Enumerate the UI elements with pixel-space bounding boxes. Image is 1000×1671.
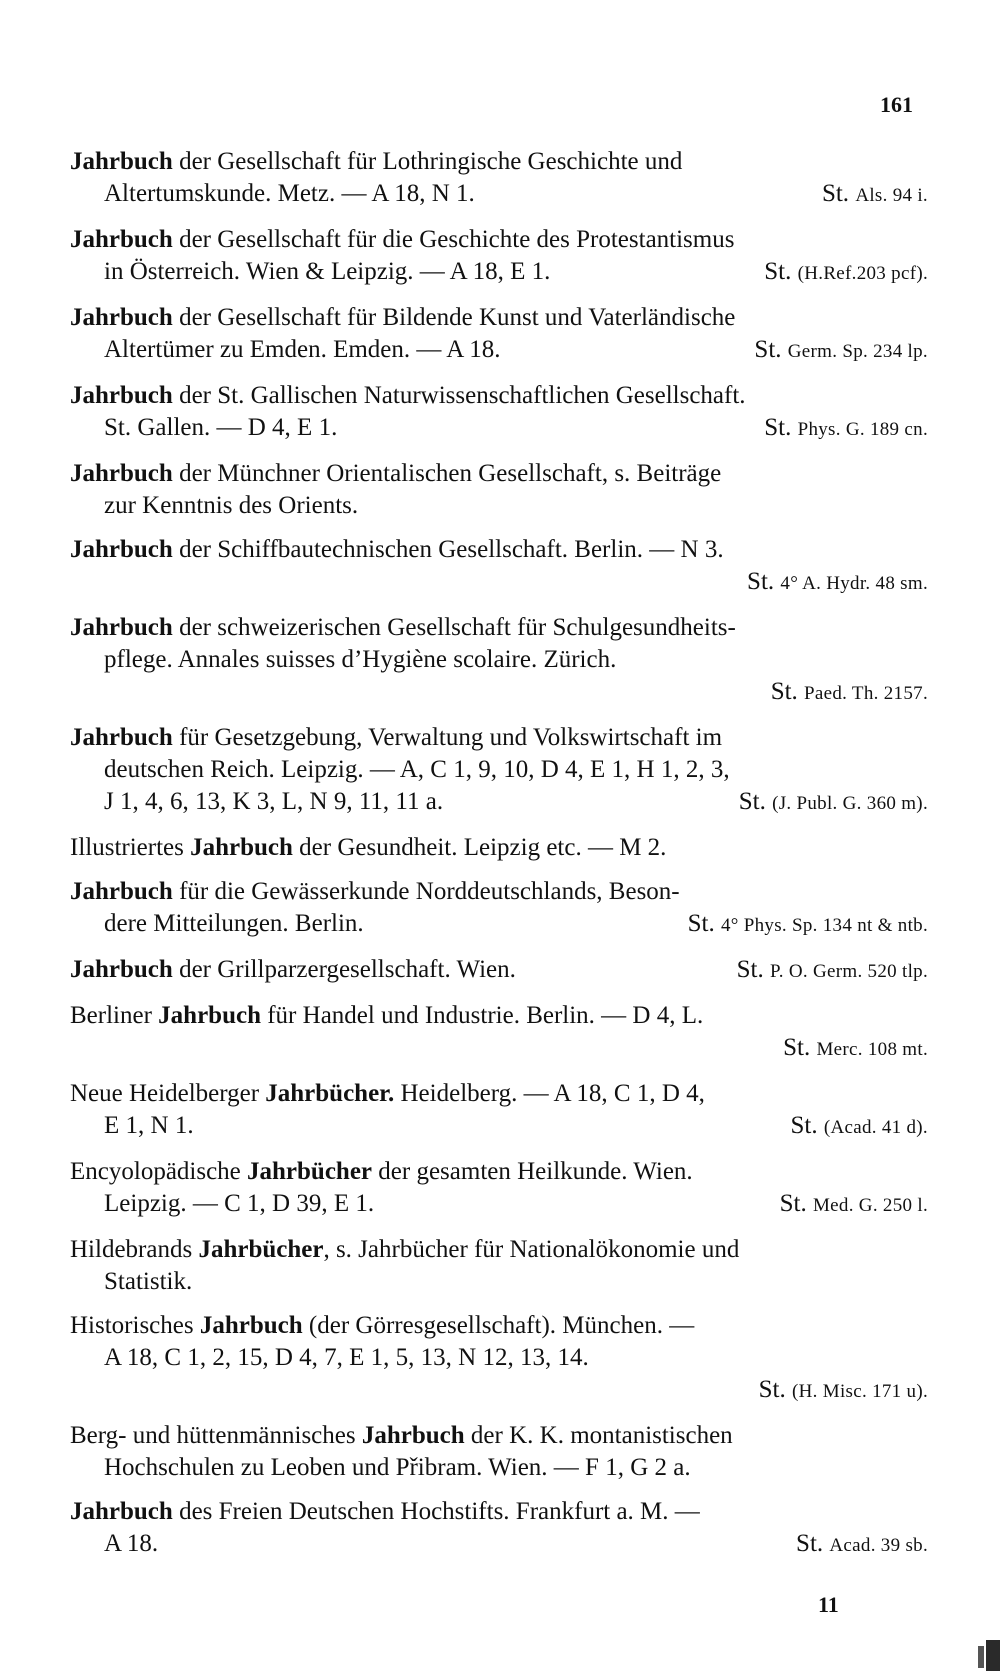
shelfmark bbox=[783, 1034, 928, 1061]
shelfmark-code: Paed. Th. 2157. bbox=[804, 683, 928, 704]
entry-text bbox=[70, 304, 735, 331]
shelfmark bbox=[737, 954, 928, 988]
text-segment: der Gesellschaft für Bildende Kunst und Vaterländische bbox=[172, 304, 736, 331]
text-segment: St. Gallen. — D 4, E 1. bbox=[104, 414, 338, 441]
text-segment: pflege. Annales suisses d’Hygiène scolaire. Zürich. bbox=[104, 646, 617, 673]
entry-line bbox=[70, 566, 928, 600]
shelfmark-prefix: St. bbox=[796, 1530, 824, 1557]
catalog-entry bbox=[70, 458, 928, 522]
shelfmark-code: Acad. 39 sb. bbox=[829, 1535, 928, 1556]
text-segment: Illustriertes bbox=[70, 834, 191, 861]
entry-text bbox=[70, 1002, 703, 1029]
shelfmark bbox=[790, 1110, 928, 1144]
shelfmark bbox=[759, 1376, 928, 1403]
text-segment: der K. K. montanistischen bbox=[464, 1422, 733, 1449]
scan-edge-artifact bbox=[920, 1640, 1000, 1671]
shelfmark bbox=[747, 568, 928, 595]
entry-line bbox=[70, 908, 928, 942]
shelfmark-prefix: St. bbox=[790, 1112, 818, 1139]
text-segment: für die Gewässerkunde Norddeutschlands, Beson- bbox=[172, 878, 680, 905]
text-segment: der gesamten Heilkunde. Wien. bbox=[372, 1158, 693, 1185]
shelfmark-code: Germ. Sp. 234 lp. bbox=[787, 341, 928, 362]
text-segment: Encyolopädische bbox=[70, 1158, 248, 1185]
keyword: Jahrbuch bbox=[70, 724, 173, 751]
entry-text bbox=[70, 1422, 733, 1449]
entry-line bbox=[70, 832, 928, 864]
entry-line bbox=[70, 1156, 928, 1188]
entry-line bbox=[70, 1266, 928, 1298]
entry-line bbox=[70, 534, 928, 566]
keyword: Jahrbuch bbox=[70, 536, 173, 563]
entry-line bbox=[70, 256, 928, 290]
entry-line bbox=[70, 178, 928, 212]
text-segment: des Freien Deutschen Hochstifts. Frankfurt a. M. — bbox=[172, 1498, 700, 1525]
shelfmark-code: (H.Ref.203 pcf). bbox=[797, 263, 928, 284]
entry-text bbox=[104, 1528, 158, 1560]
entry-line bbox=[70, 1528, 928, 1562]
shelfmark bbox=[780, 1188, 928, 1222]
shelfmark-prefix: St. bbox=[783, 1034, 811, 1061]
entry-text bbox=[104, 1188, 374, 1220]
entry-line bbox=[70, 754, 928, 786]
text-segment: der St. Gallischen Naturwissenschaftlichen Gesellschaft. bbox=[172, 382, 746, 409]
shelfmark-prefix: St. bbox=[687, 910, 715, 937]
text-segment: A 18, C 1, 2, 15, D 4, 7, E 1, 5, 13, N 12, 13, 14. bbox=[104, 1344, 589, 1371]
entry-text bbox=[70, 536, 724, 563]
keyword: Jahrbuch bbox=[70, 460, 173, 487]
entry-line bbox=[70, 1420, 928, 1452]
shelfmark-code: Merc. 108 mt. bbox=[816, 1039, 928, 1060]
shelfmark-prefix: St. bbox=[738, 788, 766, 815]
catalog-entry bbox=[70, 954, 928, 988]
keyword: Jahrbuch bbox=[158, 1002, 261, 1029]
entry-text bbox=[70, 382, 746, 409]
text-segment: der Gesellschaft für die Geschichte des Protestantismus bbox=[172, 226, 735, 253]
entry-line bbox=[70, 490, 928, 522]
entry-text bbox=[70, 614, 736, 641]
keyword: Jahrbuch bbox=[70, 956, 173, 983]
text-segment: Neue Heidelberger bbox=[70, 1080, 266, 1107]
text-segment: der Schiffbautechnischen Gesellschaft. Berlin. — N 3. bbox=[172, 536, 724, 563]
text-segment: A 18. bbox=[104, 1530, 159, 1557]
shelfmark-code: (H. Misc. 171 u). bbox=[792, 1381, 928, 1402]
keyword: Jahrbuch bbox=[70, 614, 173, 641]
entry-line bbox=[70, 1496, 928, 1528]
entry-line bbox=[70, 1342, 928, 1374]
entry-line bbox=[70, 1234, 928, 1266]
entry-text bbox=[70, 1312, 694, 1339]
catalog-entry bbox=[70, 1078, 928, 1144]
entry-text bbox=[70, 1236, 739, 1263]
entry-text bbox=[70, 1080, 705, 1107]
keyword: Jahrbuch bbox=[361, 1422, 465, 1449]
entry-text bbox=[104, 1344, 589, 1371]
entry-text bbox=[104, 1110, 194, 1142]
text-segment: zur Kenntnis des Orients. bbox=[104, 492, 359, 519]
shelfmark-prefix: St. bbox=[764, 414, 792, 441]
shelfmark bbox=[688, 908, 928, 942]
entry-line bbox=[70, 1032, 928, 1066]
text-segment: der Gesundheit. Leipzig etc. — M 2. bbox=[292, 834, 667, 861]
entry-text bbox=[70, 148, 682, 175]
entry-text bbox=[70, 724, 722, 751]
text-segment: (der Görresgesellschaft). München. — bbox=[302, 1312, 695, 1339]
text-segment: dere Mitteilungen. Berlin. bbox=[104, 910, 364, 937]
catalog-entry bbox=[70, 1234, 928, 1298]
entry-text bbox=[104, 1268, 192, 1295]
text-segment: Leipzig. — C 1, D 39, E 1. bbox=[104, 1190, 375, 1217]
shelfmark-prefix: St. bbox=[779, 1190, 807, 1217]
catalog-entry bbox=[70, 1496, 928, 1562]
catalog-entry bbox=[70, 832, 928, 864]
entry-line bbox=[70, 334, 928, 368]
shelfmark-code: Als. 94 i. bbox=[855, 185, 928, 206]
text-segment: Historisches bbox=[70, 1312, 200, 1339]
text-segment: Heidelberg. — A 18, C 1, D 4, bbox=[394, 1080, 705, 1107]
shelfmark bbox=[764, 412, 928, 446]
text-segment: Altertümer zu Emden. Emden. — A 18. bbox=[104, 336, 501, 363]
shelfmark bbox=[796, 1528, 928, 1562]
shelfmark-prefix: St. bbox=[770, 678, 798, 705]
text-segment: Statistik. bbox=[104, 1268, 193, 1295]
shelfmark-prefix: St. bbox=[754, 336, 782, 363]
entry-text bbox=[70, 460, 721, 487]
catalog-entry bbox=[70, 1310, 928, 1408]
entry-line bbox=[70, 1110, 928, 1144]
text-segment: J 1, 4, 6, 13, K 3, L, N 9, 11, 11 a. bbox=[104, 788, 444, 815]
entry-line bbox=[70, 676, 928, 710]
entry-line bbox=[70, 612, 928, 644]
entry-line bbox=[70, 146, 928, 178]
entry-text bbox=[104, 178, 475, 210]
catalog-entry bbox=[70, 1420, 928, 1484]
entry-line bbox=[70, 380, 928, 412]
signature-mark: 11 bbox=[818, 1592, 839, 1617]
catalog-entry bbox=[70, 380, 928, 446]
shelfmark-code: Phys. G. 189 cn. bbox=[797, 419, 928, 440]
text-segment: der Münchner Orientalischen Gesellschaft, s. Beiträge bbox=[172, 460, 722, 487]
entry-line bbox=[70, 1452, 928, 1484]
text-segment: der Gesellschaft für Lothringische Geschichte und bbox=[172, 148, 683, 175]
keyword: Jahrbücher bbox=[247, 1158, 373, 1185]
text-segment: in Österreich. Wien & Leipzig. — A 18, E 1. bbox=[104, 258, 551, 285]
catalog-entry bbox=[70, 302, 928, 368]
entry-text bbox=[70, 1498, 700, 1525]
keyword: Jahrbuch bbox=[70, 304, 173, 331]
entry-text bbox=[104, 646, 616, 673]
catalog-entry bbox=[70, 612, 928, 710]
text-segment: Hildebrands bbox=[70, 1236, 199, 1263]
keyword: Jahrbuch bbox=[190, 834, 293, 861]
catalog-entry bbox=[70, 534, 928, 600]
text-segment: der Grillparzergesellschaft. Wien. bbox=[172, 956, 516, 983]
entry-text bbox=[70, 226, 734, 253]
shelfmark-code: (Acad. 41 d). bbox=[823, 1117, 928, 1138]
keyword: Jahrbuch bbox=[70, 226, 173, 253]
entry-line bbox=[70, 1310, 928, 1342]
text-segment: Altertumskunde. Metz. — A 18, N 1. bbox=[104, 180, 475, 207]
entry-text bbox=[104, 492, 358, 519]
entry-line bbox=[70, 1000, 928, 1032]
text-segment: Berliner bbox=[70, 1002, 159, 1029]
catalog-entry bbox=[70, 876, 928, 942]
keyword: Jahrbuch bbox=[199, 1312, 303, 1339]
text-segment: Hochschulen zu Leoben und Přibram. Wien. — F 1, G 2 a. bbox=[104, 1454, 691, 1481]
text-segment: für Handel und Industrie. Berlin. — D 4, L. bbox=[260, 1002, 704, 1029]
entry-line bbox=[70, 458, 928, 490]
shelfmark-prefix: St. bbox=[758, 1376, 786, 1403]
entry-text bbox=[104, 786, 443, 818]
shelfmark bbox=[754, 334, 928, 368]
keyword: Jahrbücher. bbox=[265, 1080, 395, 1107]
keyword: Jahrbuch bbox=[70, 1498, 173, 1525]
entry-line bbox=[70, 786, 928, 820]
entry-line bbox=[70, 1188, 928, 1222]
text-segment: der schweizerischen Gesellschaft für Schulgesundheits- bbox=[172, 614, 736, 641]
shelfmark-code: (J. Publ. G. 360 m). bbox=[772, 793, 928, 814]
entry-text bbox=[104, 756, 730, 783]
text-segment: E 1, N 1. bbox=[104, 1112, 194, 1139]
shelfmark-code: P. O. Germ. 520 tlp. bbox=[770, 961, 928, 982]
keyword: Jahrbuch bbox=[70, 382, 173, 409]
catalog-entry bbox=[70, 1156, 928, 1222]
page-number: 161 bbox=[880, 92, 913, 117]
entry-text bbox=[70, 878, 680, 905]
shelfmark bbox=[764, 256, 928, 290]
entry-line bbox=[70, 644, 928, 676]
entry-text bbox=[104, 1454, 691, 1481]
keyword: Jahrbücher bbox=[198, 1236, 324, 1263]
entry-text bbox=[70, 834, 666, 861]
entry-line bbox=[70, 876, 928, 908]
shelfmark bbox=[822, 178, 928, 212]
text-segment: , s. Jahrbücher für Nationalökonomie und bbox=[323, 1236, 740, 1263]
shelfmark bbox=[739, 786, 928, 820]
entry-text bbox=[70, 954, 516, 986]
shelfmark-prefix: St. bbox=[747, 568, 775, 595]
catalog-entry bbox=[70, 146, 928, 212]
shelfmark-code: 4° A. Hydr. 48 sm. bbox=[780, 573, 928, 594]
entry-line bbox=[70, 1078, 928, 1110]
entry-text bbox=[104, 412, 337, 444]
entry-line bbox=[70, 954, 928, 988]
entry-text bbox=[104, 256, 550, 288]
text-segment: für Gesetzgebung, Verwaltung und Volkswirtschaft im bbox=[172, 724, 723, 751]
entry-line bbox=[70, 1374, 928, 1408]
entry-line bbox=[70, 722, 928, 754]
shelfmark-code: 4° Phys. Sp. 134 nt & ntb. bbox=[720, 915, 928, 936]
entry-line bbox=[70, 302, 928, 334]
entry-text bbox=[70, 1158, 693, 1185]
shelfmark bbox=[771, 678, 928, 705]
keyword: Jahrbuch bbox=[70, 148, 173, 175]
entry-list bbox=[70, 146, 928, 1574]
catalog-entry bbox=[70, 1000, 928, 1066]
shelfmark-prefix: St. bbox=[764, 258, 792, 285]
entry-line bbox=[70, 224, 928, 256]
keyword: Jahrbuch bbox=[70, 878, 173, 905]
shelfmark-code: Med. G. 250 l. bbox=[812, 1195, 928, 1216]
shelfmark-prefix: St. bbox=[821, 180, 850, 207]
catalog-entry bbox=[70, 224, 928, 290]
entry-text bbox=[104, 908, 364, 940]
shelfmark-prefix: St. bbox=[736, 956, 764, 983]
entry-line bbox=[70, 412, 928, 446]
text-segment: Berg- und hüttenmännisches bbox=[70, 1422, 362, 1449]
catalog-entry bbox=[70, 722, 928, 820]
text-segment: deutschen Reich. Leipzig. — A, C 1, 9, 10, D 4, E 1, H 1, 2, 3, bbox=[104, 756, 730, 783]
entry-text bbox=[104, 334, 500, 366]
